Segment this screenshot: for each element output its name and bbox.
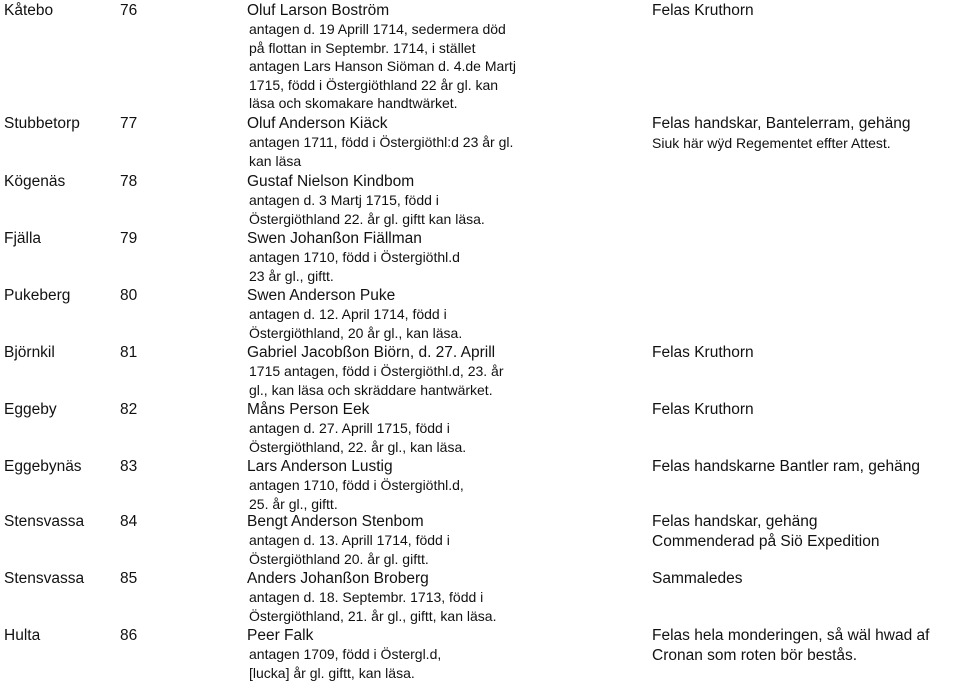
soldier-name: Oluf Larson Boström: [247, 2, 390, 19]
soldier-number: 79: [120, 230, 138, 247]
remark-line-1: Felas Kruthorn: [652, 344, 754, 361]
soldier-name: Gabriel Jacobßon Biörn, d. 27. Aprill: [247, 344, 496, 361]
soldier-name: Anders Johanßon Broberg: [247, 570, 429, 587]
remark-line-2: Cronan som roten bör bestås.: [652, 647, 858, 664]
soldier-name: Lars Anderson Lustig: [247, 458, 393, 475]
remark-line-1: Felas handskar, Bantelerram, gehäng: [652, 115, 911, 132]
soldier-number: 77: [120, 115, 138, 132]
soldier-details: antagen 1709, född i Östergl.d, [lucka] år gl. giftt, kan läsa.: [249, 646, 442, 681]
place-name: Stensvassa: [4, 570, 85, 587]
remark-line-2: Commenderad på Siö Expedition: [652, 533, 880, 550]
soldier-number: 81: [120, 344, 138, 361]
soldier-details: antagen 1710, född i Östergiöthl.d 23 år gl., giftt.: [249, 249, 460, 284]
remark-line-2: Siuk här wÿd Regementet effter Attest.: [652, 135, 891, 151]
soldier-number: 76: [120, 2, 138, 19]
remark-line-1: Felas hela monderingen, så wäl hwad af: [652, 627, 930, 644]
soldier-details: antagen d. 12. April 1714, född i Östergiöthland, 20 år gl., kan läsa.: [249, 306, 463, 341]
place-name: Eggeby: [4, 401, 57, 418]
soldier-number: 85: [120, 570, 138, 587]
soldier-name: Swen Anderson Puke: [247, 287, 396, 304]
soldier-name: Måns Person Eek: [247, 401, 370, 418]
soldier-number: 80: [120, 287, 138, 304]
soldier-details: antagen 1711, född i Östergiöthl:d 23 år gl. kan läsa: [249, 134, 514, 169]
soldier-number: 84: [120, 513, 138, 530]
soldier-details: antagen d. 27. Aprill 1715, född i Östergiöthland, 22. år gl., kan läsa.: [249, 420, 467, 455]
soldier-number: 83: [120, 458, 138, 475]
soldier-name: Gustaf Nielson Kindbom: [247, 173, 415, 190]
place-name: Eggebynäs: [4, 458, 82, 475]
place-name: Pukeberg: [4, 287, 71, 304]
soldier-details: antagen 1710, född i Östergiöthl.d, 25. år gl., giftt.: [249, 477, 464, 512]
place-name: Stubbetorp: [4, 115, 80, 132]
place-name: Björnkil: [4, 344, 55, 361]
soldier-details: antagen d. 18. Septembr. 1713, född i Östergiöthland, 21. år gl., giftt, kan läsa.: [249, 589, 497, 624]
remark-line-1: Sammaledes: [652, 570, 743, 587]
soldier-number: 78: [120, 173, 138, 190]
soldier-name: Swen Johanßon Fiällman: [247, 230, 422, 247]
place-name: Hulta: [4, 627, 41, 644]
remark-line-1: Felas Kruthorn: [652, 401, 754, 418]
soldier-number: 82: [120, 401, 138, 418]
soldier-details: antagen d. 13. Aprill 1714, född i Östergiöthland 20. år gl. giftt.: [249, 532, 450, 567]
remark-line-1: Felas handskarne Bantler ram, gehäng: [652, 458, 920, 475]
place-name: Kögenäs: [4, 173, 66, 190]
place-name: Kåtebo: [4, 2, 54, 19]
soldier-details: 1715 antagen, född i Östergiöthl.d, 23. år gl., kan läsa och skräddare hantwärket.: [249, 363, 504, 398]
place-name: Fjälla: [4, 230, 42, 247]
soldier-name: Oluf Anderson Kiäck: [247, 115, 388, 132]
soldier-number: 86: [120, 627, 138, 644]
remark-line-1: Felas handskar, gehäng: [652, 513, 818, 530]
soldier-details: antagen d. 19 Aprill 1714, sedermera död på flottan in Septembr. 1714, i stället antagen Lars Hanson Siöman d. 4.de Martj 1715, född i Östergiöthland 22 år gl. kan läsa och skomakare handtwärket.: [249, 21, 516, 111]
remark-line-1: Felas Kruthorn: [652, 2, 754, 19]
soldier-name: Bengt Anderson Stenbom: [247, 513, 424, 530]
soldier-details: antagen d. 3 Martj 1715, född i Östergiöthland 22. år gl. giftt kan läsa.: [249, 192, 485, 227]
place-name: Stensvassa: [4, 513, 85, 530]
soldier-name: Peer Falk: [247, 627, 314, 644]
